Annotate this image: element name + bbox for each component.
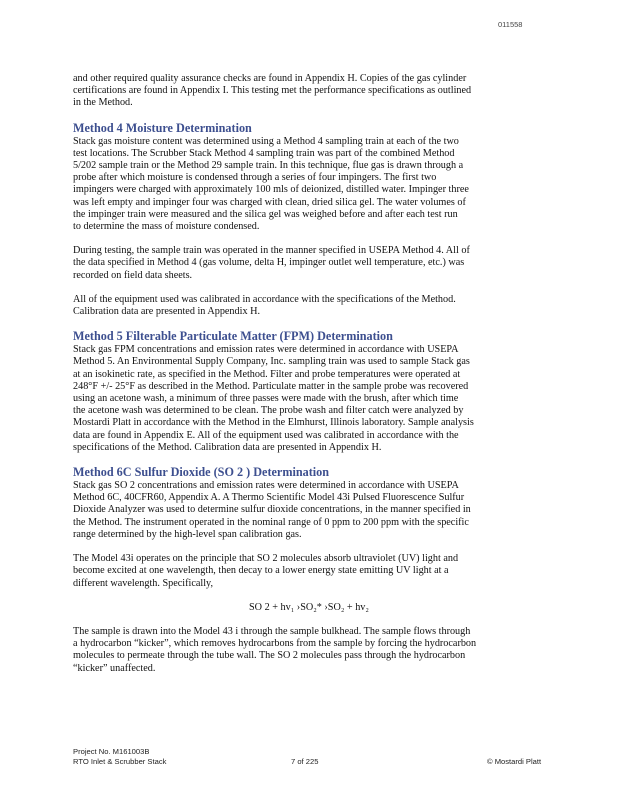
text-line: Method 6C, 40CFR60, Appendix A. A Thermo Scientific Model 43i Pulsed Fluorescence Sulfur xyxy=(73,492,465,504)
text-line: probe after which moisture is condensed through a series of four impingers. The first two xyxy=(73,172,437,184)
intro-paragraph xyxy=(73,73,545,110)
method5-heading: Method 5 Filterable Particulate Matter (FPM) Determination xyxy=(73,329,393,344)
method6c-paragraph-3 xyxy=(73,626,545,675)
text-line: the data specified in Method 4 (gas volume, delta H, impinger outlet well temperature, etc.) was xyxy=(73,257,465,269)
text-line: Stack gas moisture content was determined using a Method 4 sampling train at each of the two xyxy=(73,135,459,147)
text-line: All of the equipment used was calibrated in accordance with the specifications of the Method. xyxy=(73,293,456,305)
footer-page-number: 7 of 225 xyxy=(291,756,319,766)
footer-company: © Mostardi Platt xyxy=(487,756,542,766)
text-line: The Model 43i operates on the principle that SO 2 molecules absorb ultraviolet (UV) light and xyxy=(73,553,459,565)
text-line: a hydrocarbon “kicker”, which removes hydrocarbons from the sample by forcing the hydrocarbon xyxy=(73,638,477,650)
method4-paragraph-3 xyxy=(73,294,545,318)
text-line: Dioxide Analyzer was used to determine sulfur dioxide concentrations, in the manner specified in xyxy=(73,504,471,516)
document-number: 011558 xyxy=(498,20,523,29)
page-footer xyxy=(73,747,545,766)
text-line: recorded on field data sheets. xyxy=(73,269,193,281)
method6c-paragraph-2 xyxy=(73,553,545,590)
text-line: The sample is drawn into the Model 43 i through the sample bulkhead. The sample flows through xyxy=(73,625,471,637)
footer-location: RTO Inlet & Scrubber Stack xyxy=(73,756,167,766)
text-line: data are found in Appendix E. All of the equipment used was calibrated in accordance with the xyxy=(73,429,459,441)
text-line: range determined by the high-level span calibration gas. xyxy=(73,528,302,540)
text-line: Mostardi Platt in accordance with the Method in the Elmhurst, Illinois laboratory. Sample analysis xyxy=(73,417,474,429)
text-line: “kicker” unaffected. xyxy=(73,662,156,674)
text-line: Stack gas FPM concentrations and emission rates were determined in accordance with USEPA xyxy=(73,344,459,356)
text-line: the Method. The instrument operated in the nominal range of 0 ppm to 200 ppm with the specific xyxy=(73,516,469,528)
method4-paragraph-2 xyxy=(73,245,545,282)
text-line: the impinger train were measured and the silica gel was weighed before and after each test run xyxy=(73,208,458,220)
text-line: in the Method. xyxy=(73,97,133,109)
text-line: specifications of the Method. Calibration data are presented in Appendix H. xyxy=(73,441,382,453)
text-line: at an isokinetic rate, as specified in the Method. Filter and probe temperatures were operated at xyxy=(73,368,461,380)
text-line: 5/202 sample train or the Method 29 sample train. In this technique, flue gas is drawn through a xyxy=(73,160,464,172)
text-line: using an acetone wash, a minimum of three passes were made with the brush, after which time xyxy=(73,393,459,405)
footer-project-number: Project No. M161003B xyxy=(73,747,150,756)
text-line: test locations. The Scrubber Stack Method 4 sampling train was part of the combined Method xyxy=(73,147,455,159)
text-line: the acetone wash was determined to be clean. The probe wash and filter catch were analyzed by xyxy=(73,405,464,417)
method5-paragraph-1 xyxy=(73,344,545,454)
text-line: certifications are found in Appendix I. This testing met the performance specifications as outlined xyxy=(73,85,472,97)
text-line: impingers were charged with approximately 100 mls of deionized, distilled water. Impinger three xyxy=(73,184,469,196)
text-line: to determine the mass of moisture condensed. xyxy=(73,221,260,233)
text-line: and other required quality assurance checks are found in Appendix H. Copies of the gas cylinder xyxy=(73,73,467,84)
text-line: During testing, the sample train was operated in the manner specified in USEPA Method 4. All of xyxy=(73,245,470,257)
method6c-paragraph-1 xyxy=(73,480,545,541)
text-line: different wavelength. Specifically, xyxy=(73,577,214,589)
text-line: was left empty and impinger four was charged with clean, dried silica gel. The water volumes of xyxy=(73,196,466,208)
text-line: Calibration data are presented in Appendix H. xyxy=(73,306,260,318)
chemical-equation: SO 2 + hv₁ ›SO₂* ›SO₂ + hv₂ xyxy=(249,601,369,613)
method4-heading: Method 4 Moisture Determination xyxy=(73,120,252,135)
document-body xyxy=(73,73,545,675)
text-line: become excited at one wavelength, then decay to a lower energy state emitting UV light at a xyxy=(73,565,449,577)
method4-paragraph-1 xyxy=(73,136,545,234)
text-line: molecules to permeate through the tube wall. The SO 2 molecules pass through the hydrocarbon xyxy=(73,650,466,662)
text-line: 248°F +/- 25°F as described in the Method. Particulate matter in the sample probe was recovered xyxy=(73,380,469,392)
text-line: Method 5. An Environmental Supply Company, Inc. sampling train was used to sample Stack gas xyxy=(73,356,470,368)
method6c-heading: Method 6C Sulfur Dioxide (SO 2 ) Determination xyxy=(73,465,330,480)
text-line: Stack gas SO 2 concentrations and emission rates were determined in accordance with USEPA xyxy=(73,480,459,492)
